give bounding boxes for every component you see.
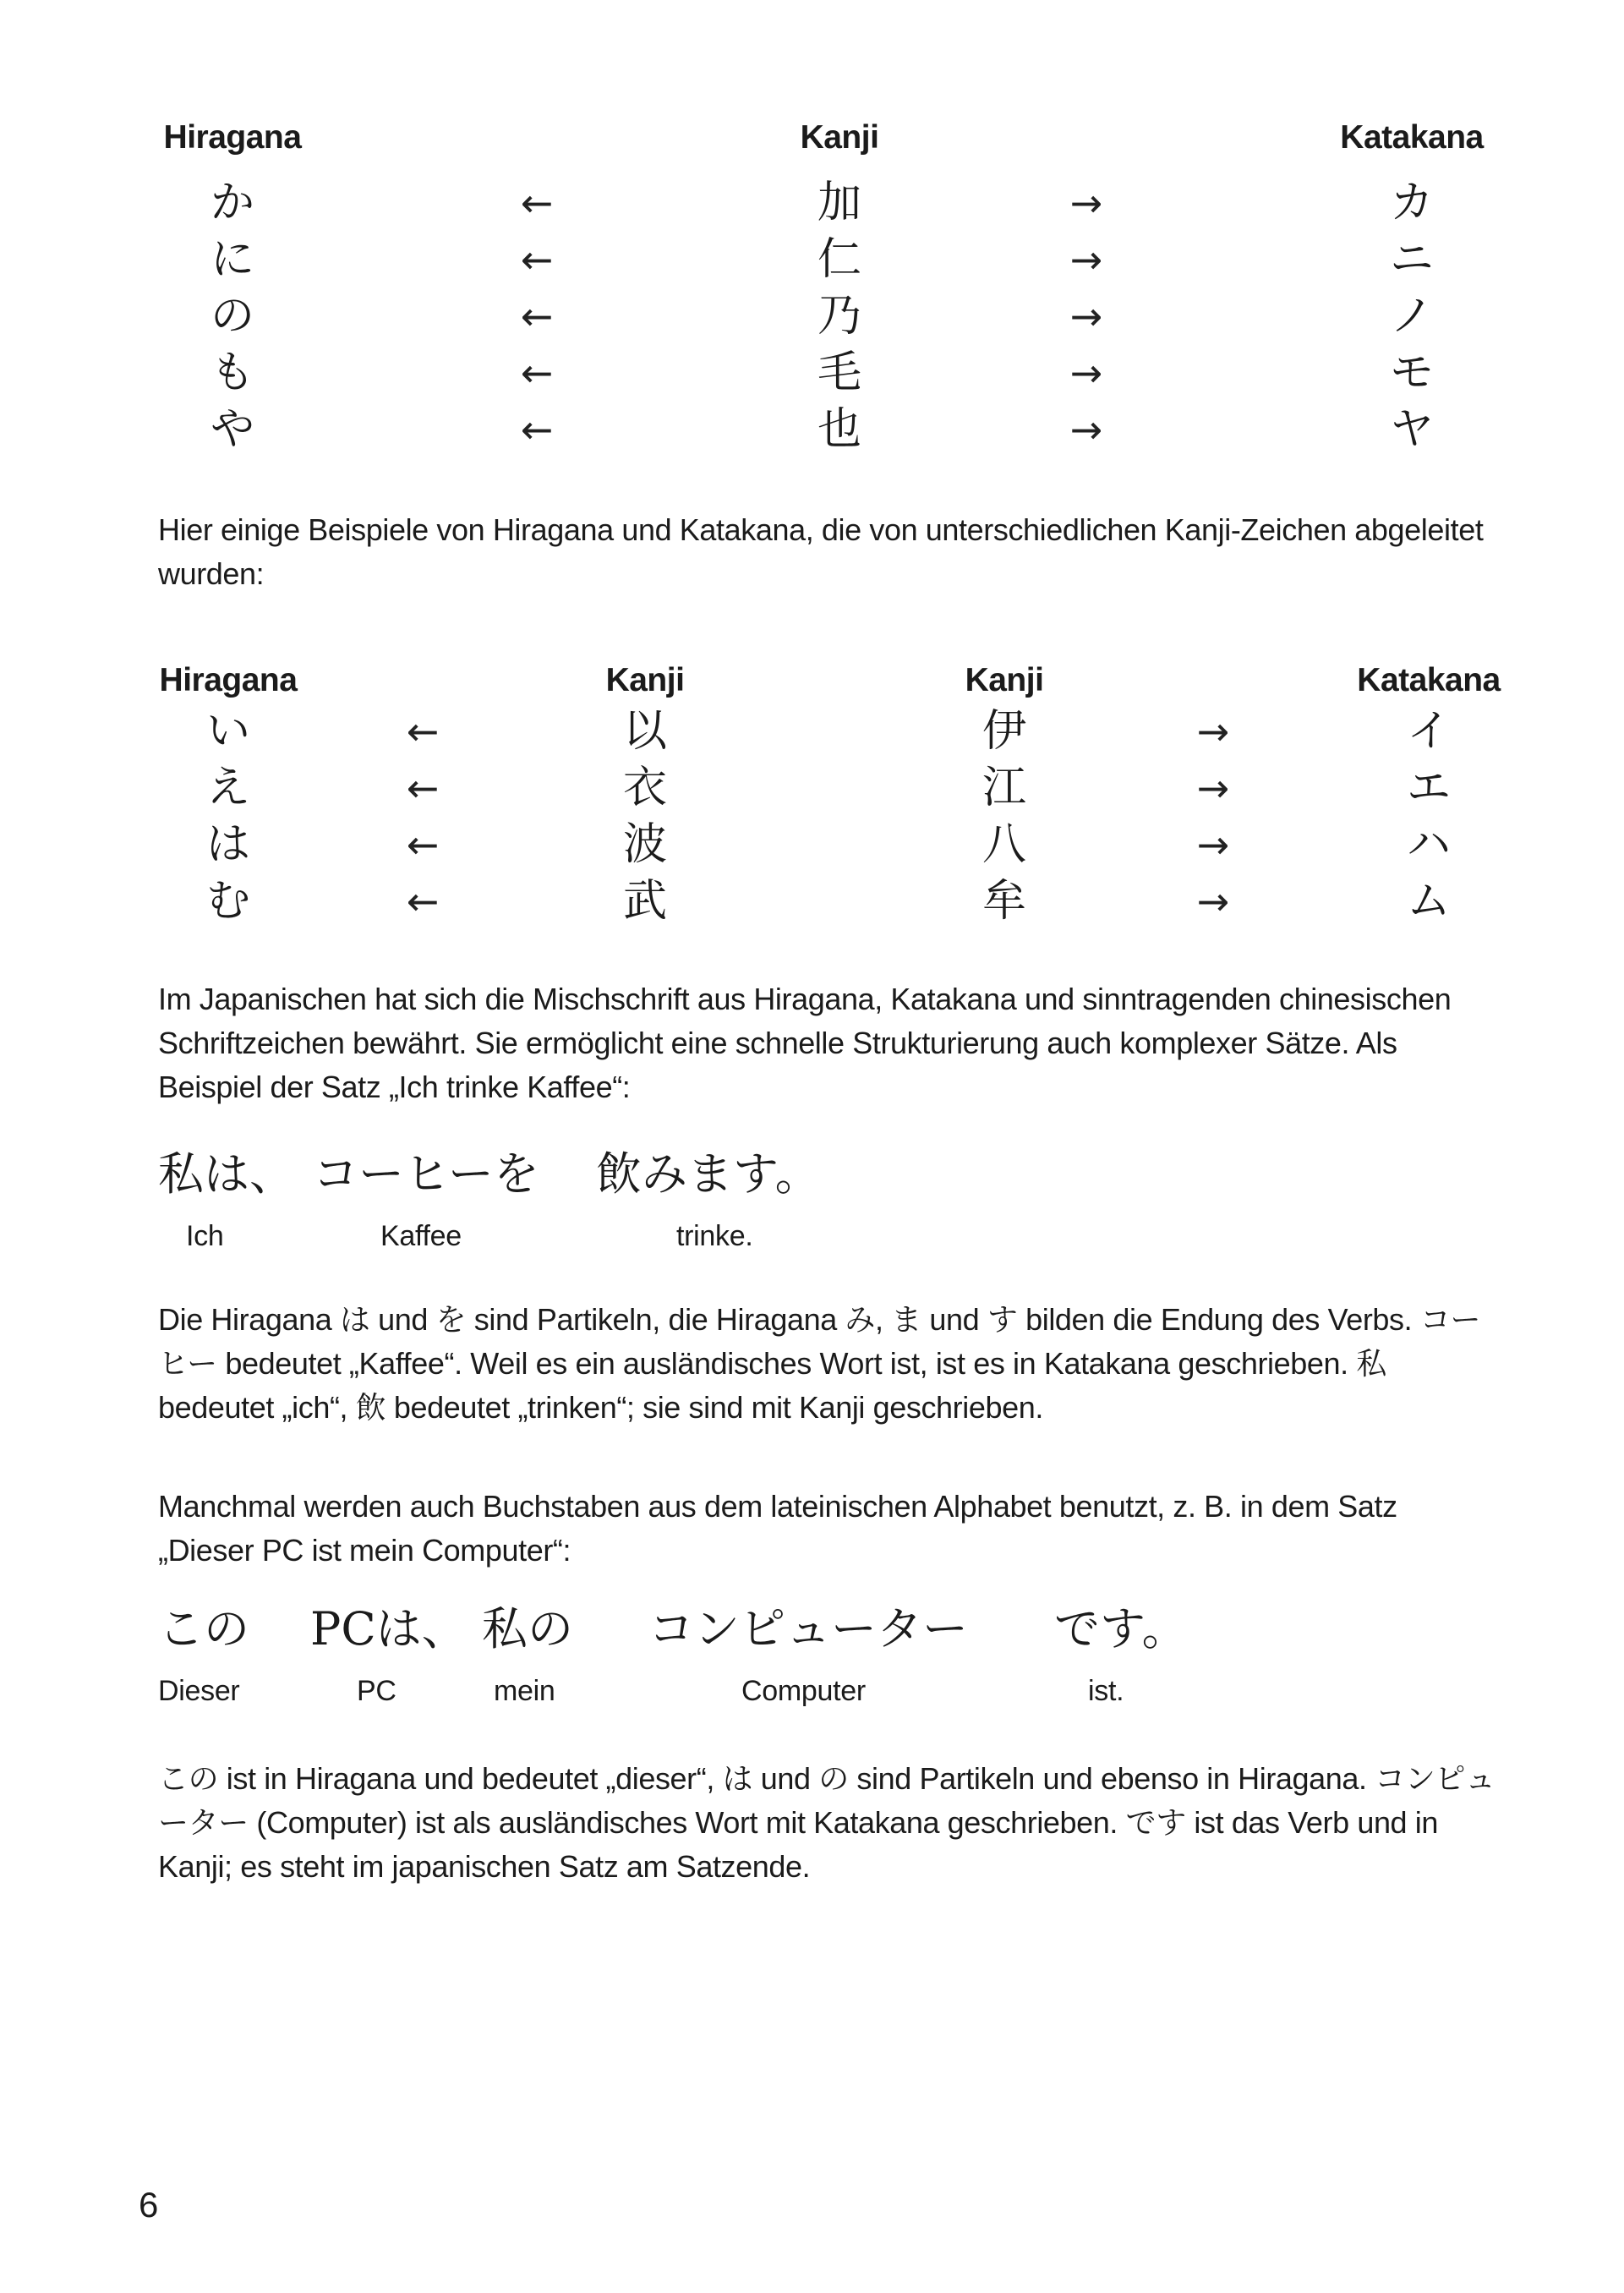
kanji-char-left: 波 [622, 819, 667, 870]
gloss-dieser: Dieser [158, 1675, 240, 1707]
katakana-char: ニ [1389, 234, 1434, 285]
table-row [156, 175, 1526, 232]
table-bottom-rows [152, 703, 1522, 930]
table-top-header-row [156, 112, 1526, 163]
katakana-char: イ [1406, 706, 1451, 757]
gloss-mein: mein [494, 1675, 555, 1707]
paragraph-latin-letters: Manchmal werden auch Buchstaben aus dem lateinischen Alphabet benutzt, z. B. in dem Satz „Dieser PC ist mein Computer“: [158, 1489, 1397, 1568]
gloss-computer: Computer [741, 1675, 866, 1707]
right-arrow-icon: → [1196, 765, 1230, 811]
kanji-char: 也 [817, 404, 861, 455]
column-header-kanji-left: Kanji [605, 662, 685, 698]
right-arrow-icon: → [1069, 293, 1103, 339]
kanji-char: 加 [817, 178, 861, 228]
column-header-kanji-right: Kanji [965, 662, 1044, 698]
kanji-char-right: 伊 [982, 706, 1026, 757]
kanji-char-left: 衣 [622, 763, 667, 813]
paragraph-mixed-script: Im Japanischen hat sich die Mischschrift aus Hiragana, Katakana und sinntragenden chinesischen Schriftzeichen bewährt. Sie ermöglicht eine schnelle Strukturierung auch komplexer Sätze. Als Beispiel der Satz „Ich trinke Kaffee“: [158, 982, 1452, 1104]
left-arrow-icon: ← [406, 822, 440, 867]
right-arrow-icon: → [1069, 237, 1103, 282]
left-arrow-icon: ← [406, 709, 440, 754]
left-arrow-icon: ← [520, 350, 554, 396]
hiragana-char: い [205, 706, 250, 757]
kanji-char-right: 牟 [982, 876, 1026, 927]
table-row [156, 232, 1526, 288]
katakana-char: ハ [1406, 819, 1451, 870]
kanji-char: 仁 [817, 234, 861, 285]
left-arrow-icon: ← [520, 180, 554, 226]
page-number: 6 [139, 2185, 159, 2225]
japanese-segment-pcwa: PCは、 [310, 1602, 468, 1655]
kanji-char: 毛 [817, 348, 861, 398]
right-arrow-icon: → [1196, 709, 1230, 754]
gloss-kaffee: Kaffee [380, 1220, 462, 1252]
right-arrow-icon: → [1069, 407, 1103, 452]
hiragana-char: え [205, 763, 250, 813]
example-sentence-pc [158, 1603, 1528, 1721]
table-top-rows [156, 175, 1526, 458]
example-sentence-coffee [158, 1148, 1528, 1267]
kanji-char-right: 江 [982, 763, 1026, 813]
japanese-segment-desu: です。 [1054, 1602, 1188, 1655]
table-bottom-header-row [152, 655, 1522, 706]
column-header-hiragana: Hiragana [163, 119, 302, 156]
table-row [156, 402, 1526, 458]
hiragana-char: に [210, 234, 254, 285]
hiragana-char: か [210, 178, 254, 228]
hiragana-char: む [205, 876, 250, 927]
paragraph-particles: Die Hiragana は und を sind Partikeln, die Hiragana み, ま und す bilden die Endung des Verbs. コーヒー bedeutet „Kaffee“. Weil es ein ausländisches Wort ist, ist es in Katakana geschrieben. 私 bedeutet „ich“, 飲 bedeutet „trinken“; sie sind mit Kanji geschrieben. [158, 1302, 1481, 1425]
left-arrow-icon: ← [520, 407, 554, 452]
japanese-segment-watashino: 私の [482, 1602, 573, 1655]
table-row [152, 760, 1522, 817]
table-row [152, 703, 1522, 760]
hiragana-char: の [210, 291, 254, 342]
katakana-char: ム [1406, 876, 1451, 927]
katakana-char: カ [1389, 178, 1434, 228]
kana-derivation-table-top [156, 112, 1526, 455]
right-arrow-icon: → [1196, 822, 1230, 867]
gloss-pc: PC [357, 1675, 396, 1707]
gloss-ist: ist. [1088, 1675, 1124, 1707]
kanji-char-right: 八 [982, 819, 1026, 870]
right-arrow-icon: → [1196, 878, 1230, 924]
hiragana-char: も [210, 348, 254, 398]
japanese-segment-kono: この [158, 1602, 249, 1655]
kanji-char-left: 武 [622, 876, 667, 927]
left-arrow-icon: ← [520, 237, 554, 282]
katakana-char: エ [1406, 763, 1451, 813]
paragraph-kono-explanation: この ist in Hiragana und bedeutet „dieser“, は und の sind Partikeln und ebenso in Hiragana. コンピューター (Computer) ist als ausländisches Wort mit Katakana geschrieben. です ist das Verb und in Kanji; es steht im japanischen Satz am Satzende. [158, 1761, 1496, 1884]
hiragana-char: や [210, 404, 254, 455]
hiragana-char: は [205, 819, 250, 870]
left-arrow-icon: ← [406, 765, 440, 811]
japanese-segment-koohiiwo: コーヒーを [313, 1147, 539, 1201]
column-header-kanji: Kanji [800, 119, 879, 156]
katakana-char: ノ [1389, 291, 1434, 342]
japanese-segment-konpyuutaa: コンピューター [648, 1602, 968, 1655]
left-arrow-icon: ← [406, 878, 440, 924]
katakana-char: モ [1389, 348, 1434, 398]
column-header-katakana: Katakana [1357, 662, 1501, 698]
table-row [156, 345, 1526, 402]
kanji-char-left: 以 [622, 706, 667, 757]
japanese-segment-nomimasu: 飲みます。 [596, 1147, 821, 1201]
gloss-trinke: trinke. [676, 1220, 753, 1252]
table-row [156, 288, 1526, 345]
katakana-char: ヤ [1389, 404, 1434, 455]
column-header-katakana: Katakana [1340, 119, 1484, 156]
right-arrow-icon: → [1069, 180, 1103, 226]
right-arrow-icon: → [1069, 350, 1103, 396]
kana-derivation-table-bottom [152, 655, 1522, 927]
gloss-ich: Ich [186, 1220, 224, 1252]
kanji-char: 乃 [817, 291, 861, 342]
japanese-segment-watashiwa: 私は、 [158, 1147, 295, 1201]
paragraph-intro-examples: Hier einige Beispiele von Hiragana und Katakana, die von unterschiedlichen Kanji-Zeichen abgeleitet wurden: [158, 512, 1484, 591]
table-row [152, 817, 1522, 873]
left-arrow-icon: ← [520, 293, 554, 339]
column-header-hiragana: Hiragana [159, 662, 298, 698]
table-row [152, 873, 1522, 930]
